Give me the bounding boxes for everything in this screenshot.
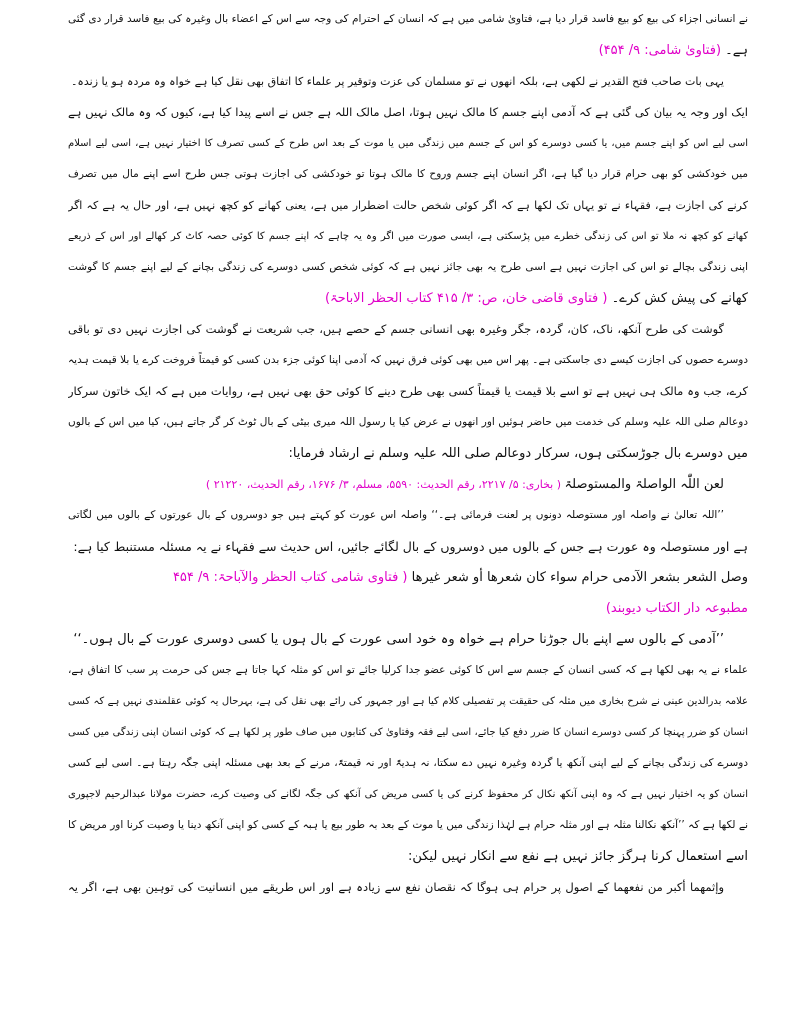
line-text: ایک اور وجہ یہ بیان کی گئی ہے کہ آدمی اپنے جسم کا مالک نہیں ہوتا، اصل مالک اللہ ہے جس نے اسے پیدا کیا ہے، کیوں کہ وہ مالک نہیں ہے	[68, 105, 748, 119]
line-text: اپنی زندگی بچالے تو اس کی اجازت نہیں ہے اسی طرح یہ بھی جائز نہیں ہے کہ کوئی شخص کسی دوسرے کی زندگی بچانے کے لیے اپنے جسم کا گوشت	[68, 261, 748, 273]
citation: مطبوعہ دار الکتاب دیوبند)	[605, 601, 748, 616]
text-line	[68, 593, 748, 624]
text-line	[68, 190, 748, 221]
line-text: علماء نے یہ بھی لکھا ہے کہ کسی انسان کے جسم سے اس کا کوئی عضو جدا کرلیا جائے تو اس کو مثلہ کہا جاتا ہے جس کی حرمت پر سب کا اتفاق ہے،	[68, 664, 748, 676]
text-line	[68, 252, 748, 283]
citation: ( فتاوی قاضی خان، ص: ۳/ ۴۱۵ کتاب الحظر الاباحۃ)	[324, 291, 608, 306]
hadith-text: وصل الشعر بشعر الآدمی حرام سواء کان شعرھا أو شعر غیرھا	[411, 570, 748, 585]
text-line	[68, 655, 748, 686]
text-line	[68, 314, 748, 345]
text-line	[68, 35, 748, 66]
line-text: انسان کو یہ اختیار نہیں ہے کہ وہ اپنی آنکھ نکال کر محفوظ کرنے کی یا کسی مریض کی آنکھ کی جگہ لگانے کی وصیت کرے، حضرت مولانا عبدالرحیم لاجپوری	[68, 789, 748, 800]
text-line	[68, 4, 748, 35]
line-text: اسے استعمال کرنا ہرگز جائز نہیں ہے نفع سے انکار نہیں لیکن:	[407, 849, 748, 864]
text-line	[68, 500, 748, 531]
citation: ( فتاوی شامی کتاب الحظر والآباحۃ: ۹/ ۴۵۴	[172, 570, 412, 585]
text-line	[68, 345, 748, 376]
line-text: ہے۔	[721, 43, 748, 58]
line-text: دوسرے حصوں کی اجازت کیسے دی جاسکتی ہے۔ پھر اس میں بھی کوئی فرق نہیں کہ آدمی اپنا کوئی جزء بدن کسی کو قیمتاً فروخت کرے یا بلا قیمت ہدیہ	[68, 354, 748, 366]
text-line	[68, 407, 748, 438]
text-line	[68, 686, 748, 717]
text-line	[68, 221, 748, 252]
text-line	[68, 97, 748, 128]
line-text: دوعالم صلی اللہ علیہ وسلم کی خدمت میں حاضر ہوئیں اور انھوں نے عرض کیا یا رسول اللہ میری بیٹی کے بال ٹوٹ کر گر جاتے ہیں، کیا میں اس کے بالوں	[68, 416, 748, 428]
text-line	[68, 469, 748, 500]
line-text: ’’آدمی کے بالوں سے اپنے بال جوڑنا حرام ہے خواہ وہ خود اسی عورت کے بال ہوں یا کسی دوسری عورت کے بال ہوں۔‘‘	[73, 632, 724, 647]
line-text: ہے اور مستوصلہ وہ عورت ہے جس کے بالوں میں دوسروں کے بال لگائے جائیں، اس حدیث سے فقہاء نے یہ مسئلہ مستنبط کیا ہے:	[73, 539, 748, 554]
text-line	[68, 438, 748, 469]
line-text: انسان کو ضرر پہنچا کر کسی دوسرے انسان کا ضرر دفع کیا جائے، اسی لیے فقہ وفتاویٰ کی کتابوں میں صاف طور پر لکھا ہے کہ کوئی انسان اپنی زندگی میں کسی	[68, 727, 748, 738]
citation: (فتاویٰ شامی: ۹/ ۴۵۴)	[598, 43, 722, 58]
text-line	[68, 159, 748, 190]
text-line	[68, 562, 748, 593]
text-line	[68, 779, 748, 810]
line-text: یہی بات صاحب فتح القدیر نے لکھی ہے، بلکہ انھوں نے تو مسلمان کی عزت وتوقیر پر علماء کا اتفاق بھی نقل کیا ہے خواہ وہ مردہ ہو یا زندہ۔	[70, 75, 724, 88]
text-line	[68, 717, 748, 748]
line-text: کرے، جب وہ مالک ہی نہیں ہے تو اسے بلا قیمت یا قیمتاً کسی بھی طرح دینے کا کوئی حق بھی نہیں ہے، روایات میں ہے کہ ایک خاتون سرکار	[68, 384, 748, 398]
line-text: کھانے کی پیش کش کرے۔	[607, 291, 748, 306]
text-line	[68, 810, 748, 841]
line-text: کرنے کی اجازت ہے، فقہاء نے تو یہاں تک لکھا ہے کہ اگر کوئی شخص حالت اضطرار میں ہے، یعنی کھانے کو کچھ نہیں ہے، اور حال یہ ہے کہ اگر	[68, 199, 748, 212]
text-line	[68, 841, 748, 872]
line-text: میں دوسرے بال جوڑسکتی ہوں، سرکار دوعالم صلی اللہ علیہ وسلم نے ارشاد فرمایا:	[288, 446, 748, 461]
line-text: کھانے کو کچھ نہ ملا تو اس کی زندگی خطرے میں پڑسکتی ہے، ایسی صورت میں اگر وہ یہ چاہے کہ اپنے جسم کا کوئی حصہ کاٹ کر کھالے اور اس کے ذریعے	[68, 231, 748, 242]
document-page	[68, 4, 748, 1014]
text-line	[68, 283, 748, 314]
text-line	[68, 376, 748, 407]
line-text: نے لکھا ہے کہ ’’آنکھ نکالنا مثلہ ہے اور مثلہ حرام ہے لہٰذا زندگی میں یا موت کے بعد بہ طور بیع یا ہبہ کے کسی کو اپنی آنکھ دینا یا وصیت کرنا اور مریض کا	[68, 819, 748, 831]
text-line	[68, 872, 748, 903]
text-line	[68, 531, 748, 562]
text-line	[68, 624, 748, 655]
citation: ( بخاری: ۵/ ۲۲۱۷، رقم الحدیث: ۵۵۹۰، مسلم، ۳/ ۱۶۷۶، رقم الحدیث، ۲۱۲۲۰ )	[205, 478, 565, 491]
line-text: نے انسانی اجزاء کی بیع کو بیع فاسد قرار دیا ہے، فتاویٰ شامی میں ہے کہ انسان کے احترام کی وجہ سے اس کے اعضاء بال وغیرہ کی بیع فاسد قرار دی گئی	[68, 13, 748, 25]
line-text: اسی لیے اس کو اپنے جسم میں، یا کسی دوسرے کو اس کے جسم میں زندگی میں یا موت کے بعد اس طرح کے کسی تصرف کا اختیار نہیں ہے، اسی لیے اسلام	[68, 138, 748, 149]
line-text: ’’اللہ تعالیٰ نے واصلہ اور مستوصلہ دونوں پر لعنت فرمائی ہے۔‘‘ واصلہ اس عورت کو کہتے ہیں جو دوسروں کے بال عورتوں کے بالوں میں لگاتی	[68, 509, 724, 521]
text-line	[68, 748, 748, 779]
line-text: علامہ بدرالدین عینی نے شرح بخاری میں مثلہ کی حقیقت پر تفصیلی کلام کیا ہے اور جمہور کی رائے بھی نقل کی ہے، بہرحال یہ کوئی عقلمندی نہیں ہے کہ کسی	[68, 696, 748, 707]
line-text: وإثمھما أکبر من نفعھما کے اصول پر حرام ہی ہوگا کہ نقصان نفع سے زیادہ ہے اور اس طریقے میں انسانیت کی توہین بھی ہے، اگر یہ	[68, 880, 724, 894]
line-text: گوشت کی طرح آنکھ، ناک، کان، گردہ، جگر وغیرہ بھی انسانی جسم کے حصے ہیں، جب شریعت نے گوشت کی اجازت نہیں دی تو باقی	[68, 322, 724, 336]
line-text: دوسرے کی زندگی بچانے کے لیے اپنی آنکھ یا گردہ وغیرہ نہیں دے سکتا، نہ ہدیۃً اور نہ قیمتۃً، مرنے کے بعد بھی مسئلہ اپنی جگہ رہتا ہے۔ اسی لیے کسی	[68, 757, 748, 769]
text-line	[68, 128, 748, 159]
hadith-text: لعن اللّٰہ الواصلۃ والمستوصلۃ	[564, 477, 724, 492]
line-text: میں خودکشی کو بھی حرام قرار دیا گیا ہے، اگر انسان اپنے جسم وروح کا مالک ہوتا تو خودکشی کی اجازت ہوتی جس طرح اسے اپنے مال میں تصرف	[68, 168, 748, 180]
text-line	[68, 66, 748, 97]
